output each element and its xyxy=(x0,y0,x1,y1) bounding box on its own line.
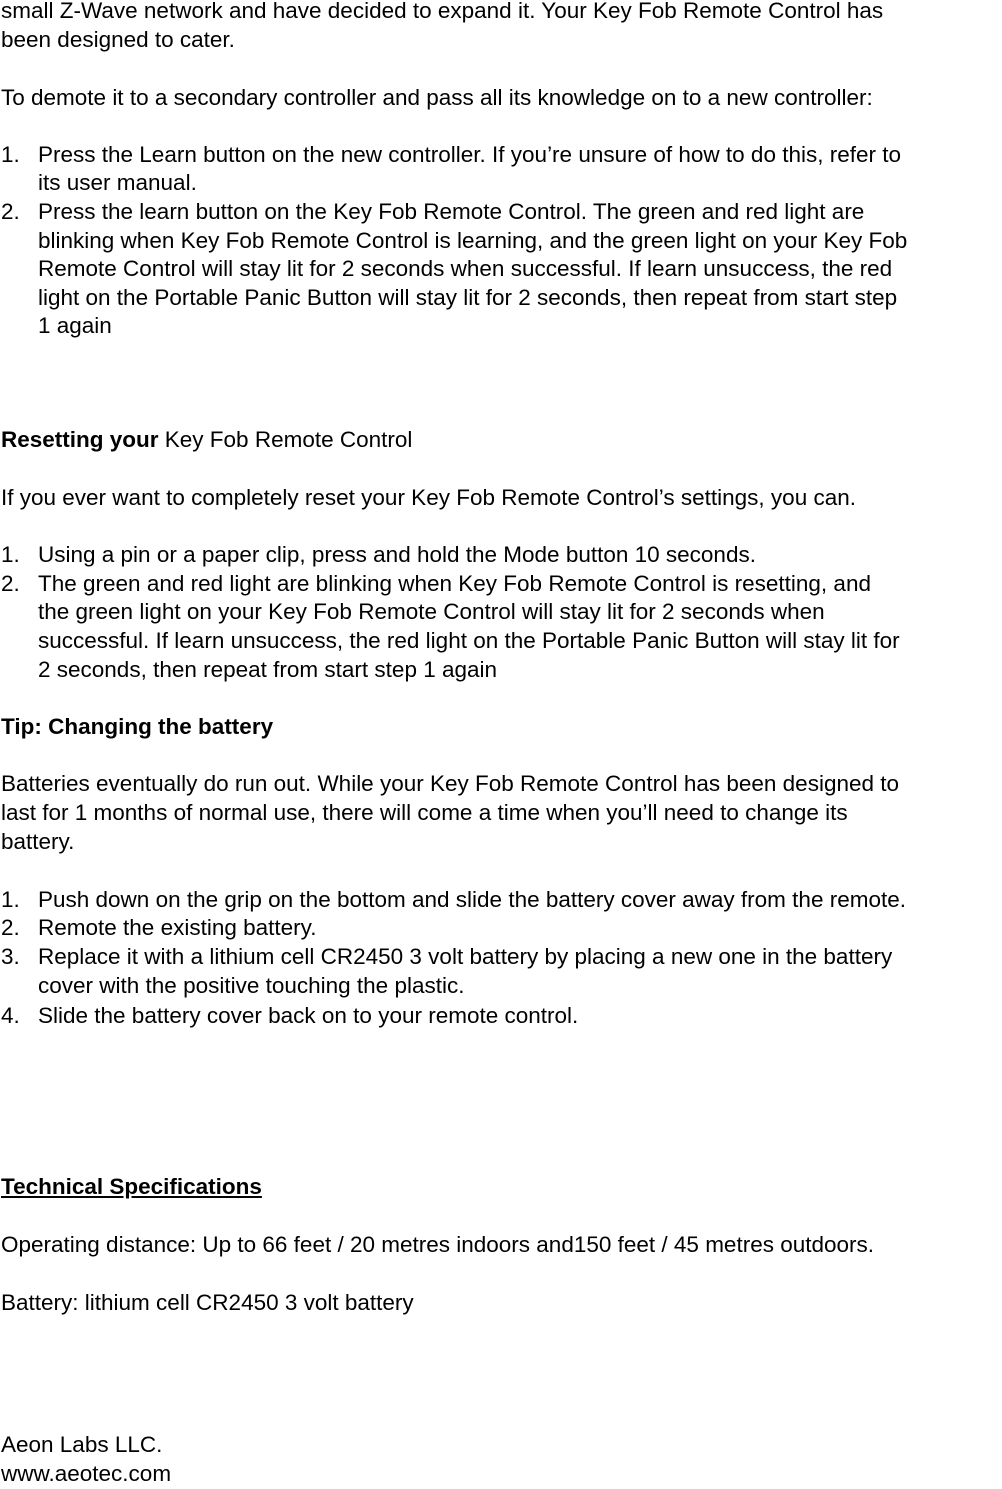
list-text-line: Push down on the grip on the bottom and slide the battery cover away from the remote. xyxy=(38,887,906,912)
list-number: 4. xyxy=(1,1003,20,1028)
list-text-line: Remote the existing battery. xyxy=(38,915,317,940)
list-text-line: successful. If learn unsuccess, the red light on the Portable Panic Button will stay lit for xyxy=(38,628,900,653)
battery-intro-line-3: battery. xyxy=(1,829,75,854)
demote-lead: To demote it to a secondary controller and pass all its knowledge on to a new controller: xyxy=(1,85,873,110)
list-number: 2. xyxy=(1,571,20,596)
battery-heading: Tip: Changing the battery xyxy=(1,714,274,739)
list-text-line: its user manual. xyxy=(38,170,197,195)
list-text-line: light on the Portable Panic Button will stay lit for 2 seconds, then repeat from start step xyxy=(38,285,898,310)
intro-line-1: small Z-Wave network and have decided to expand it. Your Key Fob Remote Control has xyxy=(1,0,884,23)
list-number: 1. xyxy=(1,542,20,567)
battery-intro-line-2: last for 1 months of normal use, there will come a time when you’ll need to change its xyxy=(1,800,848,825)
list-text-line: Press the Learn button on the new controller. If you’re unsure of how to do this, refer to xyxy=(38,142,901,167)
list-text-line: the green light on your Key Fob Remote Control will stay lit for 2 seconds when xyxy=(38,599,825,624)
battery-intro-line-1: Batteries eventually do run out. While your Key Fob Remote Control has been designed to xyxy=(1,771,900,796)
footer-company: Aeon Labs LLC. xyxy=(1,1432,163,1457)
specs-battery: Battery: lithium cell CR2450 3 volt battery xyxy=(1,1290,414,1315)
list-text-line: Slide the battery cover back on to your remote control. xyxy=(38,1003,579,1028)
list-text-line: Press the learn button on the Key Fob Remote Control. The green and red light are xyxy=(38,199,865,224)
reset-heading-normal: Key Fob Remote Control xyxy=(158,427,413,452)
footer-website: www.aeotec.com xyxy=(1,1461,172,1486)
list-text-line: cover with the positive touching the plastic. xyxy=(38,973,465,998)
list-text-line: The green and red light are blinking when Key Fob Remote Control is resetting, and xyxy=(38,571,871,596)
list-text-line: Using a pin or a paper clip, press and hold the Mode button 10 seconds. xyxy=(38,542,756,567)
list-text-line: 1 again xyxy=(38,313,112,338)
list-number: 3. xyxy=(1,944,20,969)
list-number: 1. xyxy=(1,887,20,912)
list-number: 2. xyxy=(1,199,20,224)
specs-heading: Technical Specifications xyxy=(1,1174,262,1199)
list-text-line: Remote Control will stay lit for 2 seconds when successful. If learn unsuccess, the red xyxy=(38,256,893,281)
reset-intro: If you ever want to completely reset your Key Fob Remote Control’s settings, you can. xyxy=(1,485,856,510)
list-number: 1. xyxy=(1,142,20,167)
list-text-line: Replace it with a lithium cell CR2450 3 volt battery by placing a new one in the battery xyxy=(38,944,893,969)
list-text-line: 2 seconds, then repeat from start step 1 again xyxy=(38,657,498,682)
specs-distance: Operating distance: Up to 66 feet / 20 metres indoors and150 feet / 45 metres outdoors. xyxy=(1,1232,875,1257)
list-text-line: blinking when Key Fob Remote Control is learning, and the green light on your Key Fob xyxy=(38,228,908,253)
reset-heading xyxy=(1,425,412,455)
reset-heading-bold: Resetting your xyxy=(1,427,159,452)
list-number: 2. xyxy=(1,915,20,940)
intro-line-2: been designed to cater. xyxy=(1,27,235,52)
